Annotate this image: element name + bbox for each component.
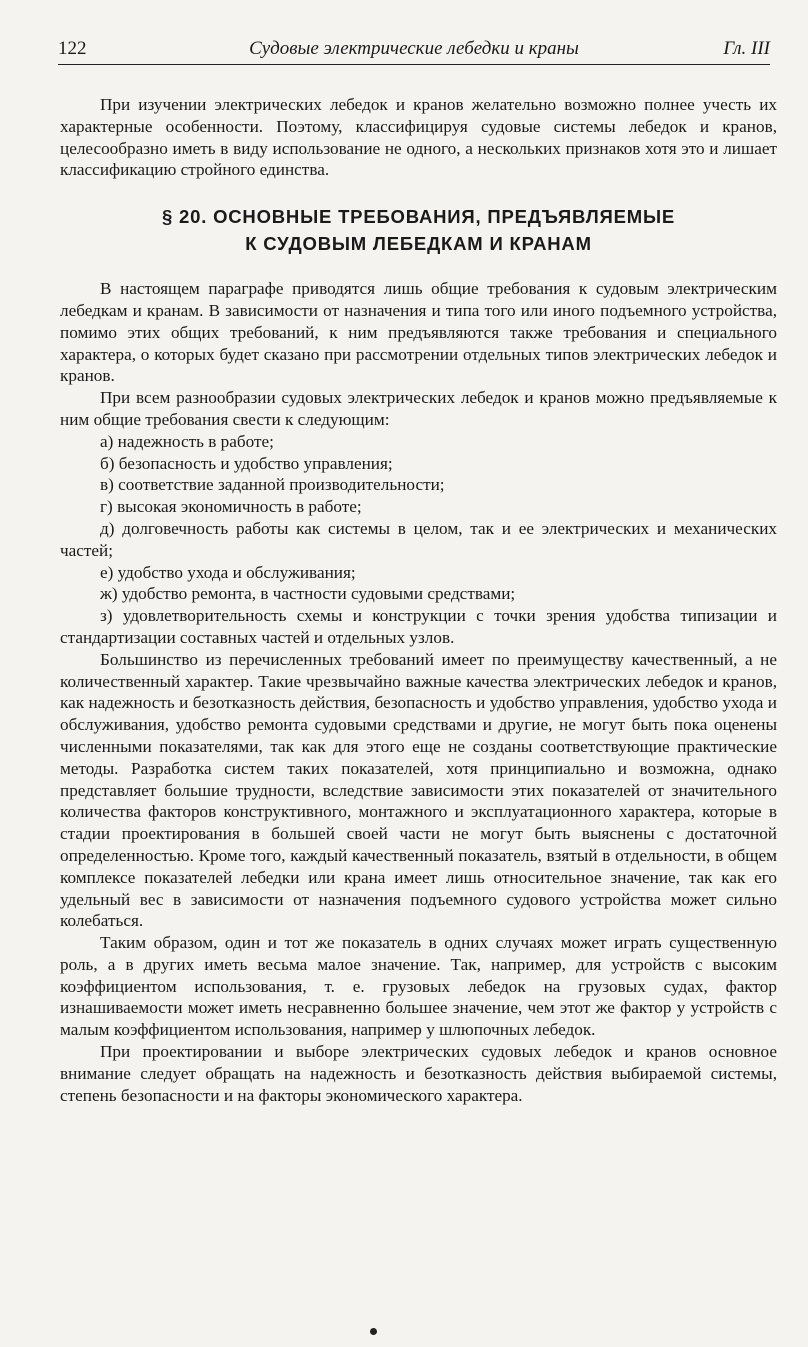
- requirement-item: з) удовлетворительность схемы и конструкции с точки зрения удобства типизации и стандартизации составных частей и отдельных узлов.: [60, 606, 777, 647]
- requirement-item: г) высокая экономичность в работе;: [100, 497, 362, 517]
- requirement-item: в) соответствие заданной производительности;: [100, 475, 445, 495]
- requirements-list: [60, 431, 777, 649]
- body-paragraph: При всем разнообразии судовых электрических лебедок и кранов можно предъявляемые к ним общие требования свести к следующим:: [60, 388, 777, 429]
- intro-paragraph: При изучении электрических лебедок и кранов желательно возможно полнее учесть их характерные особенности. Поэтому, классифицируя судовые системы лебедок и кранов, целесообразно иметь в виду использование не одного, а нескольких признаков хотя это и лишает классификацию стройного единства.: [60, 95, 777, 180]
- page-number: 122: [58, 38, 87, 59]
- requirement-item: ж) удобство ремонта, в частности судовыми средствами;: [100, 584, 516, 604]
- chapter-label: Гл. III: [723, 38, 770, 59]
- requirement-item: е) удобство ухода и обслуживания;: [100, 562, 356, 582]
- body-paragraph: Большинство из перечисленных требований имеет по преимуществу качественный, а не количественный характер. Такие чрезвычайно важные качества электрических лебедок и кранов, как надежность и безотказность действия, безопасность и удобство управления, удобство ухода и обслуживания, удобство ремонта судовыми средствами и другие, не могут быть пока оценены численными показателями, так как для этого еще не созданы соответствующие практические методы. Разработка систем таких показателей, хотя принципиально и возможна, однако представляет большие трудности, вследствие зависимости этих показателей от значительного количества факторов конструктивного, монтажного и эксплуатационного характера, которые в стадии проектирования в большей своей части не могут быть выяснены с достаточной определенностью. Кроме того, каждый качественный показатель, взятый в отдельности, в общем комплексе показателей лебедки или крана имеет лишь относительное значение, так как его удельный вес в зависимости от назначения подъемного судового устройства может сильно колебаться.: [60, 649, 777, 931]
- section-heading: [60, 203, 777, 257]
- requirement-item: а) надежность в работе;: [100, 431, 274, 451]
- running-header: [58, 38, 770, 65]
- section-heading-line1: § 20. ОСНОВНЫЕ ТРЕБОВАНИЯ, ПРЕДЪЯВЛЯЕМЫЕ: [161, 206, 675, 228]
- body-paragraph: Таким образом, один и тот же показатель в одних случаях может играть существенную роль, а в других иметь весьма малое значение. Так, например, для устройств с высоким коэффициентом использования, т. е. грузовых лебедок на грузовых судах, фактор изнашиваемости может иметь несравненно большее значение, чем этот же фактор у устройств с малым коэффициентом использования, например у шлюпочных лебедок.: [60, 933, 777, 1040]
- body-paragraph: При проектировании и выборе электрических судовых лебедок и кранов основное внимание следует обращать на надежность и безотказность действия выбираемой системы, степень безопасности и на факторы экономического характера.: [60, 1042, 777, 1105]
- ink-dot: [370, 1328, 377, 1335]
- running-title: Судовые электрические лебедки и краны: [249, 38, 579, 59]
- body-paragraph: В настоящем параграфе приводятся лишь общие требования к судовым электрическим лебедкам и кранам. В зависимости от назначения и типа того или иного подъемного устройства, помимо этих общих требований, к ним предъявляются также требования и специального характера, о которых будет сказано при рассмотрении отдельных типов электрических лебедок и кранов.: [60, 279, 777, 386]
- requirement-item: б) безопасность и удобство управления;: [100, 453, 393, 473]
- section-heading-line2: К СУДОВЫМ ЛЕБЕДКАМ И КРАНАМ: [245, 233, 592, 255]
- requirement-item: д) долговечность работы как системы в целом, так и ее электрических и механических частей;: [60, 518, 777, 560]
- page-body: [60, 94, 777, 1106]
